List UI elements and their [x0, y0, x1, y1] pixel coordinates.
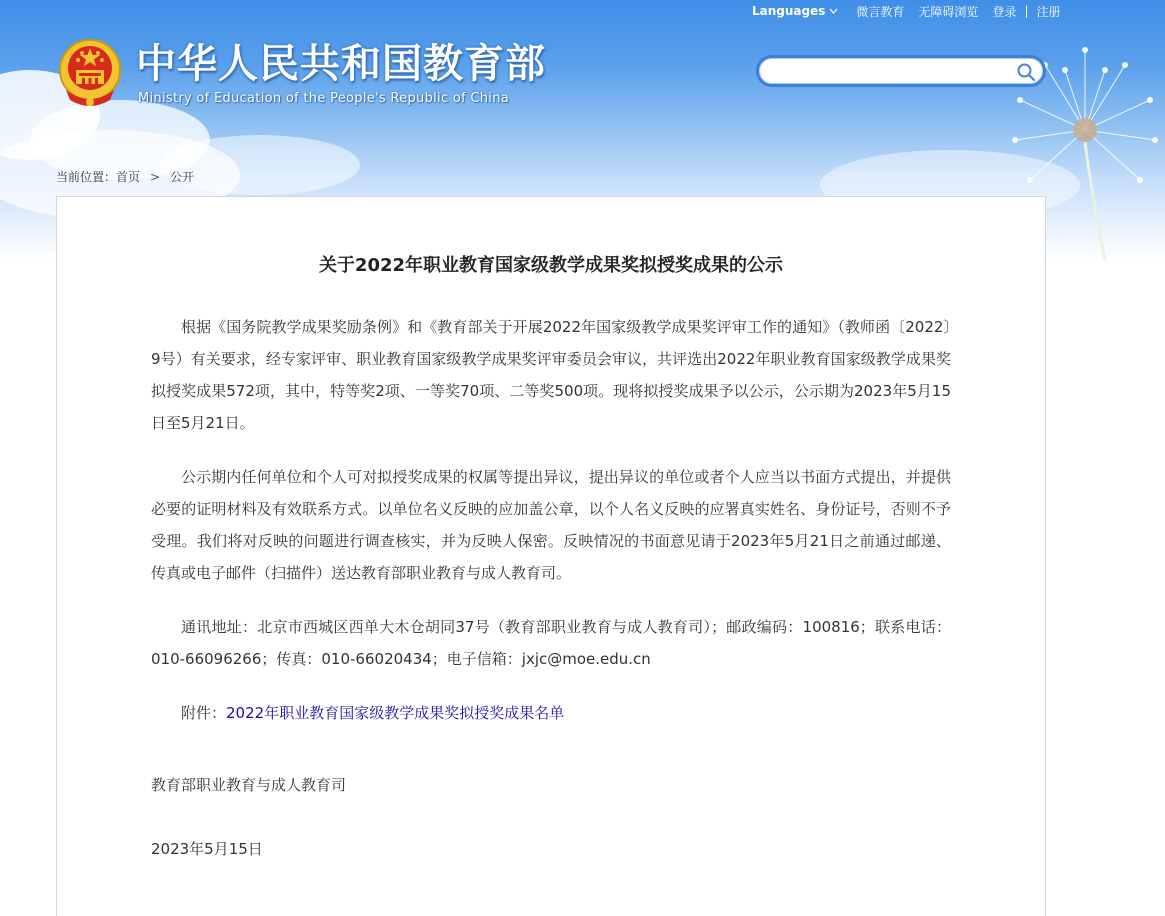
- signature-date: 2023年5月15日: [151, 840, 263, 858]
- register-link[interactable]: 注册: [1036, 4, 1061, 19]
- accessible-browse-link[interactable]: 无障碍浏览: [918, 4, 979, 19]
- search-box: [756, 55, 1046, 87]
- attachment-label: 附件：: [181, 704, 227, 722]
- chevron-down-icon: [829, 8, 838, 14]
- article-paragraph-3: 通讯地址：北京市西城区西单大木仓胡同37号（教育部职业教育与成人教育司）；邮政编码：100816；联系电话：010-66096266；传真：010-66020434；电子信箱：jxjc@moe.edu.cn: [151, 618, 951, 668]
- article-body: [151, 311, 951, 887]
- breadcrumb: [56, 168, 194, 185]
- topbar-divider: |: [1024, 4, 1029, 18]
- site-title[interactable]: 中华人民共和国教育部: [136, 41, 546, 87]
- article-paragraph-2: 公示期内任何单位和个人可对拟授奖成果的权属等提出异议，提出异议的单位或者个人应当以书面方式提出，并提供必要的证明材料及有效联系方式。以单位名义反映的应加盖公章，以个人名义反映的应署真实姓名、身份证号，否则不予受理。我们将对反映的问题进行调查核实，并为反映人保密。反映情况的书面意见请于2023年5月21日之前通过邮递、传真或电子邮件（扫描件）送达教育部职业教育与成人教育司。: [151, 468, 951, 582]
- weibo-link[interactable]: 微言教育: [856, 4, 905, 19]
- national-emblem-icon[interactable]: [58, 38, 122, 110]
- article-title: 关于2022年职业教育国家级教学成果奖拟授奖成果的公示: [318, 255, 784, 276]
- attachment-link[interactable]: 2022年职业教育国家级教学成果奖拟授奖成果名单: [226, 704, 565, 722]
- breadcrumb-label: 当前位置：: [56, 170, 117, 184]
- signature: 教育部职业教育与成人教育司: [151, 776, 347, 794]
- search-icon[interactable]: [1015, 61, 1037, 83]
- article-paragraph-1: 根据《国务院教学成果奖励条例》和《教育部关于开展2022年国家级教学成果奖评审工作的通知》（教师函〔2022〕9号）有关要求，经专家评审、职业教育国家级教学成果奖评审委员会审议，共评选出2022年职业教育国家级教学成果奖拟授奖成果572项，其中，特等奖2项、一等奖70项、二等奖500项。现将拟授奖成果予以公示，公示期为2023年5月15日至5月21日。: [151, 318, 951, 432]
- languages-menu[interactable]: [752, 4, 838, 18]
- search-input[interactable]: [771, 62, 1011, 82]
- languages-label: Languages: [752, 4, 826, 18]
- article-container: [56, 196, 1046, 916]
- attachment-line: [151, 697, 951, 729]
- breadcrumb-home[interactable]: 首页: [116, 170, 141, 184]
- login-link[interactable]: 登录: [992, 4, 1017, 19]
- breadcrumb-current[interactable]: 公开: [170, 170, 195, 184]
- breadcrumb-separator: >: [150, 169, 161, 184]
- site-subtitle: Ministry of Education of the People's Republic of China: [138, 91, 510, 106]
- top-utility-bar: [752, 3, 1061, 19]
